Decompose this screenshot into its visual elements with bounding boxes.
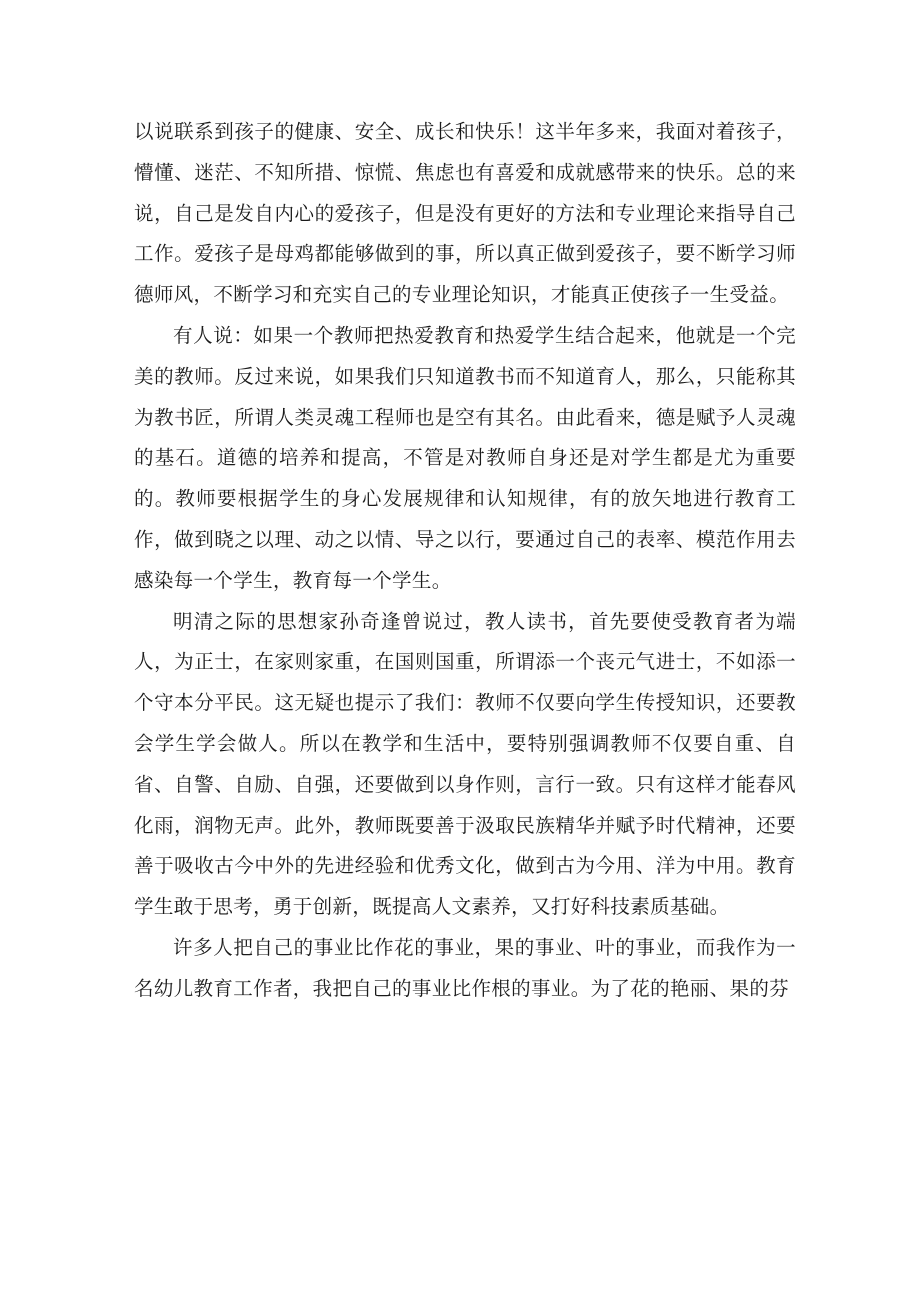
paragraph-2: 有人说：如果一个教师把热爱教育和热爱学生结合起来，他就是一个完美的教师。反过来说，如果我们只知道教书而不知道育人，那么，只能称其为教书匠，所谓人类灵魂工程师也是空有其名。由此看来，德是赋予人灵魂的基石。道德的培养和提高，不管是对教师自身还是对学生都是尤为重要的。教师要根据学生的身心发展规律和认知规律，有的放矢地进行教育工作，做到晓之以理、动之以情、导之以行，要通过自己的表率、模范作用去感染每一个学生，教育每一个学生。 [134,323,796,592]
paragraph-1: 以说联系到孩子的健康、安全、成长和快乐！这半年多来，我面对着孩子，懵懂、迷茫、不知所措、惊慌、焦虑也有喜爱和成就感带来的快乐。总的来说，自己是发自内心的爱孩子，但是没有更好的方法和专业理论来指导自己工作。爱孩子是母鸡都能够做到的事，所以真正做到爱孩子，要不断学习师德师风，不断学习和充实自己的专业理论知识，才能真正使孩子一生受益。 [134,120,796,307]
paragraph-3: 明清之际的思想家孙奇逢曾说过，教人读书，首先要使受教育者为端人，为正士，在家则家重，在国则国重，所谓添一个丧元气进士，不如添一个守本分平民。这无疑也提示了我们：教师不仅要向学生传授知识，还要教会学生学会做人。所以在教学和生活中，要特别强调教师不仅要自重、自省、自警、自励、自强，还要做到以身作则，言行一致。只有这样才能春风化雨，润物无声。此外，教师既要善于汲取民族精华并赋予时代精神，还要善于吸收古今中外的先进经验和优秀文化，做到古为今用、洋为中用。教育学生敢于思考，勇于创新，既提高人文素养，又打好科技素质基础。 [134,609,796,919]
document-body [134,112,796,1010]
paragraph-4: 许多人把自己的事业比作花的事业，果的事业、叶的事业，而我作为一名幼儿教育工作者，我把自己的事业比作根的事业。为了花的艳丽、果的芬 [134,935,796,1000]
